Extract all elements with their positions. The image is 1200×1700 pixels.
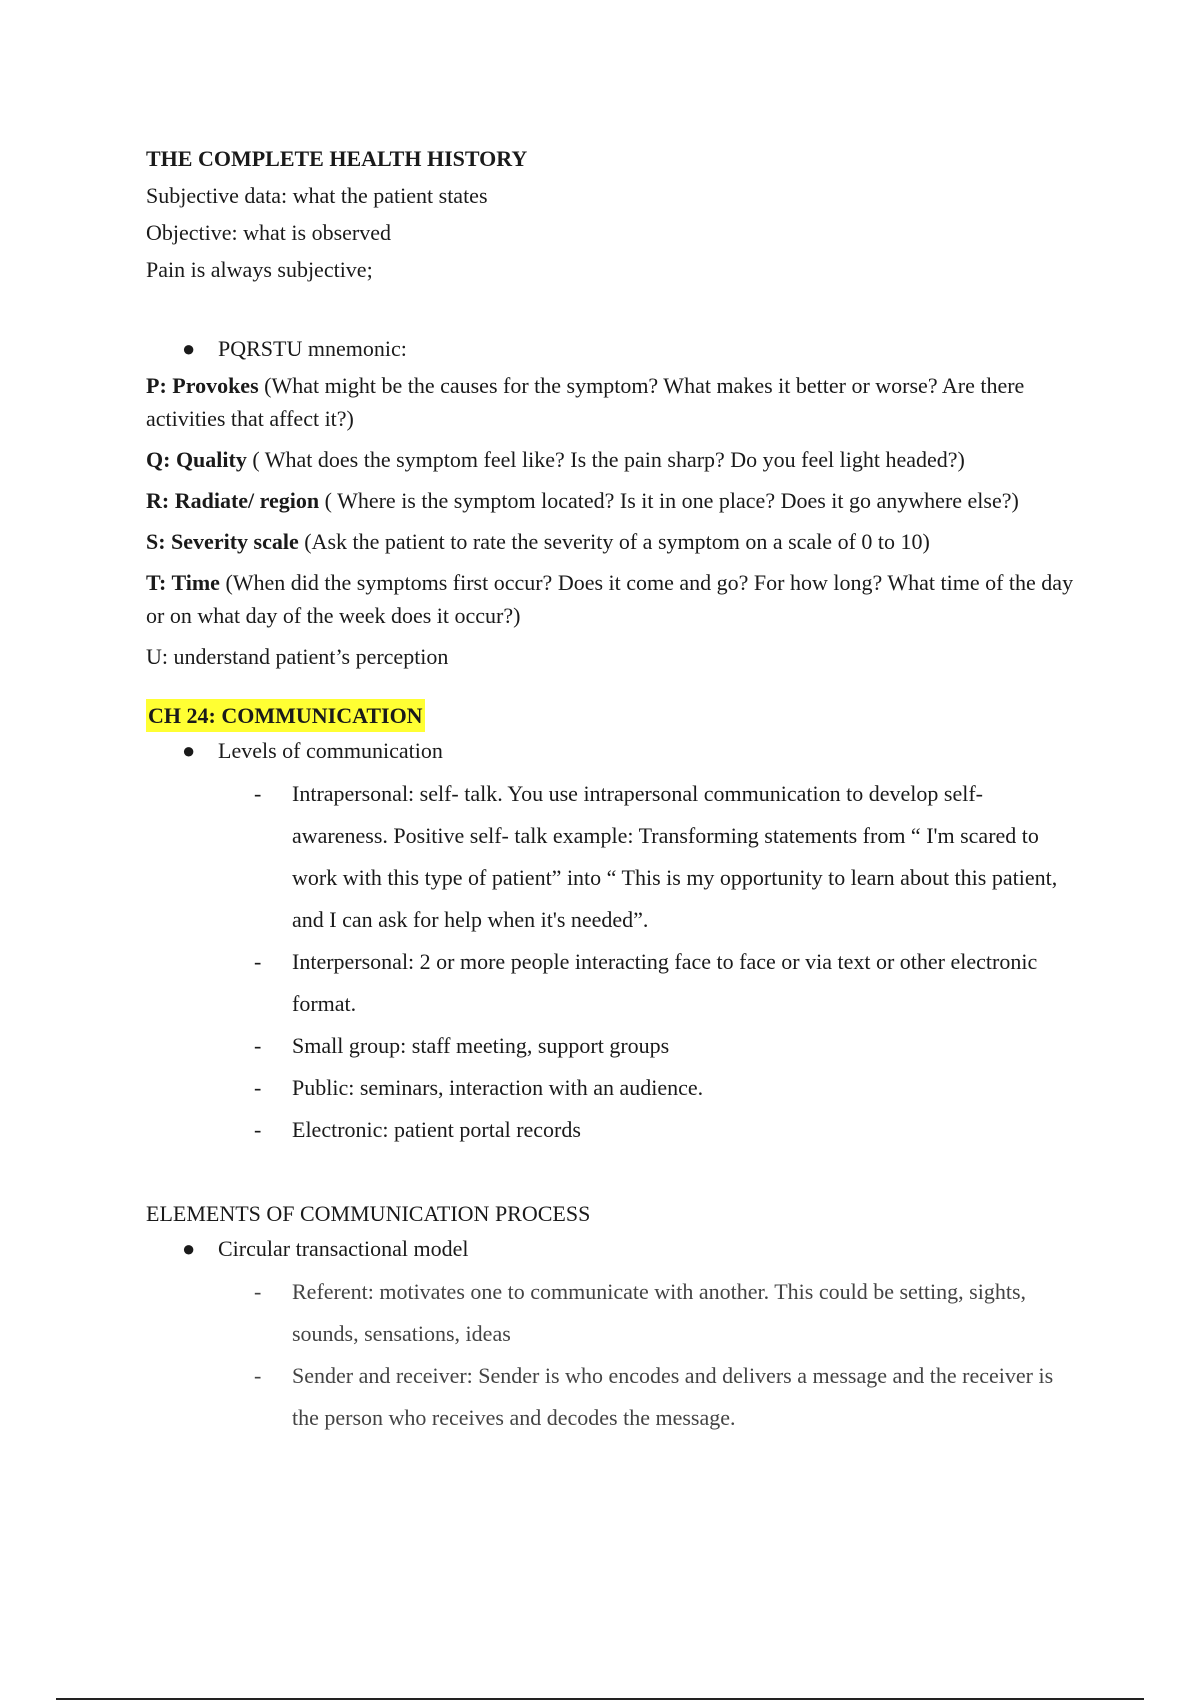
list-item — [146, 773, 1076, 941]
intro-line-objective: Objective: what is observed — [146, 220, 391, 245]
list-item — [146, 1271, 1076, 1355]
list-item-text: Sender and receiver: Sender is who encodes and delivers a message and the receiver is the person who receives and decodes the message. — [292, 1363, 1054, 1430]
bullet-icon: ● — [182, 738, 196, 763]
dash-icon: - — [254, 1363, 262, 1388]
intro-line-subjective: Subjective data: what the patient states — [146, 183, 488, 208]
mnemonic-bullet-label: PQRSTU mnemonic: — [218, 336, 407, 361]
list-item-text: Interpersonal: 2 or more people interacting face to face or via text or other electronic format. — [292, 949, 1038, 1016]
page-title: THE COMPLETE HEALTH HISTORY — [146, 146, 528, 171]
ch24-bullet-label: Levels of communication — [218, 738, 443, 763]
list-item-text: Public: seminars, interaction with an audience. — [292, 1075, 704, 1100]
mnemonic-s-label: S: Severity scale — [146, 529, 299, 554]
mnemonic-r-text: ( Where is the symptom located? Is it in one place? Does it go anywhere else?) — [319, 488, 1019, 513]
list-item — [146, 1067, 1076, 1109]
list-item-text: Small group: staff meeting, support groups — [292, 1033, 670, 1058]
mnemonic-s-text: (Ask the patient to rate the severity of a symptom on a scale of 0 to 10) — [298, 529, 930, 554]
dash-icon: - — [254, 1033, 262, 1058]
dash-icon: - — [254, 1279, 262, 1304]
spacer — [146, 290, 1076, 332]
mnemonic-t-text: (When did the symptoms first occur? Does it come and go? For how long? What time of the day or on what day of the week does it occur?) — [146, 570, 1074, 628]
bullet-icon: ● — [182, 336, 196, 361]
chapter-heading-highlighted: CH 24: COMMUNICATION — [146, 699, 425, 732]
elements-dash-list — [146, 1271, 1076, 1439]
list-item-text: Referent: motivates one to communicate with another. This could be setting, sights, sounds, sensations, ideas — [292, 1279, 1027, 1346]
mnemonic-t — [146, 566, 1076, 632]
mnemonic-t-label: T: Time — [146, 570, 220, 595]
ch24-bullet — [146, 734, 1076, 767]
mnemonic-q-text: ( What does the symptom feel like? Is the pain sharp? Do you feel light headed?) — [246, 447, 965, 472]
elements-bullet — [146, 1232, 1076, 1265]
mnemonic-r — [146, 484, 1076, 517]
bullet-icon: ● — [182, 1236, 196, 1261]
mnemonic-r-label: R: Radiate/ region — [146, 488, 320, 513]
list-item — [146, 941, 1076, 1025]
elements-bullet-label: Circular transactional model — [218, 1236, 469, 1261]
mnemonic-p-text: (What might be the causes for the symptom? What makes it better or worse? Are there activities that affect it?) — [146, 373, 1025, 431]
mnemonic-q-label: Q: Quality — [146, 447, 247, 472]
intro-line-pain: Pain is always subjective; — [146, 257, 373, 282]
ch24-dash-list — [146, 773, 1076, 1151]
section-heading: ELEMENTS OF COMMUNICATION PROCESS — [146, 1201, 591, 1226]
list-item — [146, 1109, 1076, 1151]
list-item-text: Intrapersonal: self- talk. You use intrapersonal communication to develop self-awareness. Positive self- talk example: Transforming statements from “ I'm scared to work with this type of patient” into “ This is my opportunity to learn about this patient, and I can ask for help when it's needed”. — [292, 781, 1058, 932]
mnemonic-p-label: P: Provokes — [146, 373, 259, 398]
document-content — [146, 142, 1076, 1439]
dash-icon: - — [254, 781, 262, 806]
mnemonic-q — [146, 443, 1076, 476]
dash-icon: - — [254, 1117, 262, 1142]
mnemonic-p — [146, 369, 1076, 435]
list-item-text: Electronic: patient portal records — [292, 1117, 581, 1142]
list-item — [146, 1025, 1076, 1067]
dash-icon: - — [254, 949, 262, 974]
list-item — [146, 1355, 1076, 1439]
mnemonic-s — [146, 525, 1076, 558]
mnemonic-u: U: understand patient’s perception — [146, 644, 449, 669]
mnemonic-bullet — [146, 332, 1076, 365]
dash-icon: - — [254, 1075, 262, 1100]
